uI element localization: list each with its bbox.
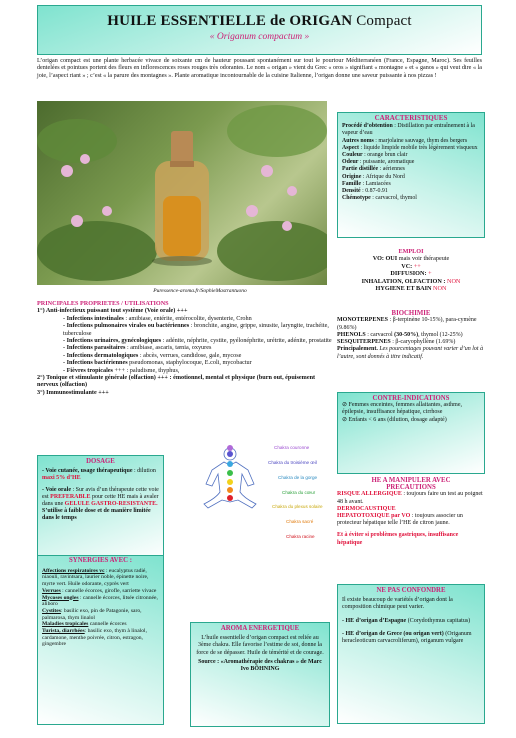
hepatotoxic: HEPATOTOXIQUE par VO : toujours associer un protecteur hépatique telle l’HE de citron jaune. (337, 513, 463, 527)
precautions-section (337, 477, 485, 547)
bioch-note: Principalement. Les pourcentages pouvant varier d’un lot à l’autre, sont donnés à titre indicatif. (337, 346, 484, 360)
list-item: - Infections bactériennes pseudomonas, staphylocoque, E.coli, mycobactur (63, 359, 252, 367)
list-item: - Infections pulmonaires virales ou bactériennes : bronchite, angine, grippe, sinusite, laryngite, trachéite, tuberculose (63, 322, 329, 337)
contraindications-heading: CONTRE-INDICATIONS (372, 395, 450, 402)
bioch-sesqui: SESQUITERPENES : β-caryophyllène (1.69%) (337, 339, 456, 346)
aroma-energy-box (190, 622, 330, 727)
synergies-box (37, 555, 164, 725)
photo-credit: Puressence-aroma.fr/SophieMastrantuono (153, 288, 247, 294)
aroma-heading: AROMA ENERGETIQUE (220, 625, 300, 632)
usage-section (337, 248, 485, 292)
infection-list (37, 315, 337, 374)
confusion-item: - HE d’origan de Grece (ou origan vert) (Origanum heracleoticum carvacroliferum), origanum vulgare (342, 630, 472, 645)
bioch-mono: MONOTERPENES : β-terpinène 10-15%), para-cymène (9.86%) (337, 317, 477, 331)
synergy-item: Turista, diarrhées: basilic exo, thym à linalol, cardamone, menthe poivrée, citron, estragon, gingembre (42, 628, 147, 648)
dosage-oral: - Voie orale : Sur avis d’un thérapeute cette voie est PREFERABLE pour cette HE mais à avaler dans une GELULE GASTRO-RESISTANTE. S’utilise à faible dose et de manière limitée dans le temps (42, 486, 159, 522)
carac-row: Origine : Afrique du Nord (342, 173, 405, 180)
list-item: - Fièvres tropicales +++ : paludisme, thyphus, (63, 366, 180, 374)
usage-heading: EMPLOI (398, 248, 424, 255)
allergy-risk: RISQUE ALLERGIQUE : toujours faire un test au poignet 48 h avant. (337, 491, 483, 505)
chakra-label: Chakra sacré (286, 519, 314, 524)
synergies-heading: SYNERGIES AVEC : (69, 557, 132, 564)
properties-heading: PRINCIPALES PROPRIETES / UTILISATIONS (37, 300, 169, 307)
carac-row: Procédé d’obtention : Distillation par entraînement à la vapeur d’eau (342, 123, 475, 137)
carac-row: Chémotype : carvacrol, thymol (342, 195, 417, 202)
biochemistry-section (337, 310, 485, 361)
usage-bath: HYGIENE ET BAIN NON (375, 285, 447, 293)
characteristics-box (337, 112, 485, 238)
dosage-cutaneous: - Voie cutanée, usage thérapeutique : dilution maxi 5% d’HE (42, 468, 156, 482)
property-3: 3°) Immunostimulante +++ (37, 388, 109, 396)
chakra-label: Chakra du plexus solaire (272, 504, 323, 509)
carac-row: Aspect : liquide limpide mobile très légèrement visqueux (342, 144, 478, 151)
carac-row: Famille : Lamiacées (342, 180, 391, 187)
carac-row: Autres noms : marjolaine sauvage, thym des bergers (342, 137, 468, 144)
properties-section (37, 300, 337, 396)
confusion-box (337, 584, 485, 724)
synergy-item: Maladies tropicales cannelle écorces (42, 621, 127, 628)
page-title: HUILE ESSENTIELLE de ORIGAN Compact (107, 13, 412, 29)
contra-line: ⊘ Enfants < 6 ans (dilution, dosage adapté) (342, 416, 447, 423)
list-item: - Infections dermatologiques : abcès, verrues, candidose, gale, mycose (63, 351, 242, 359)
confusion-item: - HE d’origan d’Espagne (Corydothymus capitatus) (342, 617, 471, 624)
avoid-note: Et à éviter si problèmes gastriques, insuffisance hépatique (337, 532, 459, 546)
usage-vc: VC: ++ (401, 262, 421, 270)
chakra-label: Chakra du cœur (282, 490, 316, 495)
carac-row: Couleur : orange brun clair (342, 152, 408, 159)
synergy-item: Mycoses ongles : cannelle écorces, litsée citronnée, aliboro (42, 594, 158, 608)
oil-bottle-photo (37, 101, 327, 285)
aroma-source: Source : «Aromathérapie des chakras » de Marc Ivo BÖHNING (198, 658, 322, 673)
confusion-heading: NE PAS CONFONDRE (376, 587, 446, 594)
property-2: 2°) Tonique et stimulante générale (olfaction) +++ : émotionnel, mental et physique (burn out, épuisement nerveux (olfaction) (37, 374, 316, 389)
confusion-intro: Il existe beaucoup de variétés d’origan dont la composition chimique peut varier. (342, 597, 453, 611)
intro-text: L’origan compact est une plante herbacée vivace de soixante cm de hauteur poussant spontanément sur tout le pourtour Méditerranéen (France, Espagne, Maroc). Ses feuilles dentelées et pointues portent des fleurs en inflorescences roses rouges très odorantes. Le nom « origan » vient du Grec « oros » signifiant « montagne » et « ganos » qui veut dire « la joie, l’aspect riant » ; c’est « la parure des montagnes ». Plante aromatique incontournable de la cuisine Italienne, l’origan donne une saveur puissante à nos pizzas ! (37, 58, 482, 79)
bioch-phenols: PHENOLS : carvacrol (30-50%), thymol (12-25%) (337, 331, 463, 338)
chakra-label: Chakra de la gorge (278, 475, 318, 480)
carac-row: Odeur : puissante, aromatique (342, 159, 415, 166)
contraindications-box (337, 392, 485, 474)
precautions-heading-2: PRECAUTIONS (386, 484, 436, 492)
dermocaustic: DERMOCAUSTIQUE (337, 505, 396, 512)
contra-line: ⊘ Femmes enceintes, femmes allaitantes, asthme, épilepsie, insuffisance hépatique, cirrhose (342, 402, 462, 416)
latin-name: « Origanum compactum » (209, 32, 310, 42)
characteristics-heading: CARACTERISTIQUES (374, 114, 448, 122)
property-1: 1°) Anti-infectieux puissant tout système (Voie orale) +++ (37, 307, 188, 315)
chakra-label: Chakra du troisième œil (268, 460, 317, 465)
synergy-item: Cystites: basilic exo, pin de Patagonie, saro, palmarosa, thym linalol (42, 607, 142, 621)
carac-row: Densité : 0.87-0.91 (342, 188, 388, 195)
usage-inhalation: INHALATION, OLFACTION : NON (361, 277, 461, 285)
usage-vo: VO: OUI mais voir thérapeute (372, 255, 450, 263)
chakra-label: Chakra racine (286, 534, 315, 539)
title-box (37, 5, 482, 55)
dosage-box (37, 455, 164, 560)
carac-row: Partie distillée : aériennes (342, 166, 405, 173)
dosage-heading: DOSAGE (86, 458, 115, 465)
usage-diffusion: DIFFUSION: + (390, 270, 432, 278)
biochemistry-heading: BIOCHIMIE (391, 310, 431, 317)
list-item: - Infections urinaires, gynécologiques : adénite, néphrite, cystite, pyélonéphrite, urétrite, adénite, prostatite (63, 337, 332, 345)
precautions-heading: HE A MANIPULER AVEC (371, 477, 451, 484)
chakra-label: Chakra couronne (274, 445, 310, 450)
synergy-item: Verrues : cannelle écorces, girofle, sarriette vivace (42, 587, 157, 594)
list-item: - Infections parasitaires : amibiase, ascaris, tænia, oxyures (63, 344, 212, 352)
list-item: - Infections intestinales : amibiase, entérite, entérocolite, dysenterie, Crohn (63, 314, 252, 322)
chakra-diagram (190, 440, 330, 555)
aroma-text: L’huile essentielle d’origan compact est reliée au 3ème chakra. Elle favorise l’estime de soi, donne la force de se dépasser. Huile de témérité et de courage. (196, 635, 324, 656)
synergy-item: Affections respiratoires vc : eucalyptus radié, niaouli, ravintsara, laurier noble, épinette noire, myrte vert. Huile odorante, cyprès vert (42, 567, 149, 588)
